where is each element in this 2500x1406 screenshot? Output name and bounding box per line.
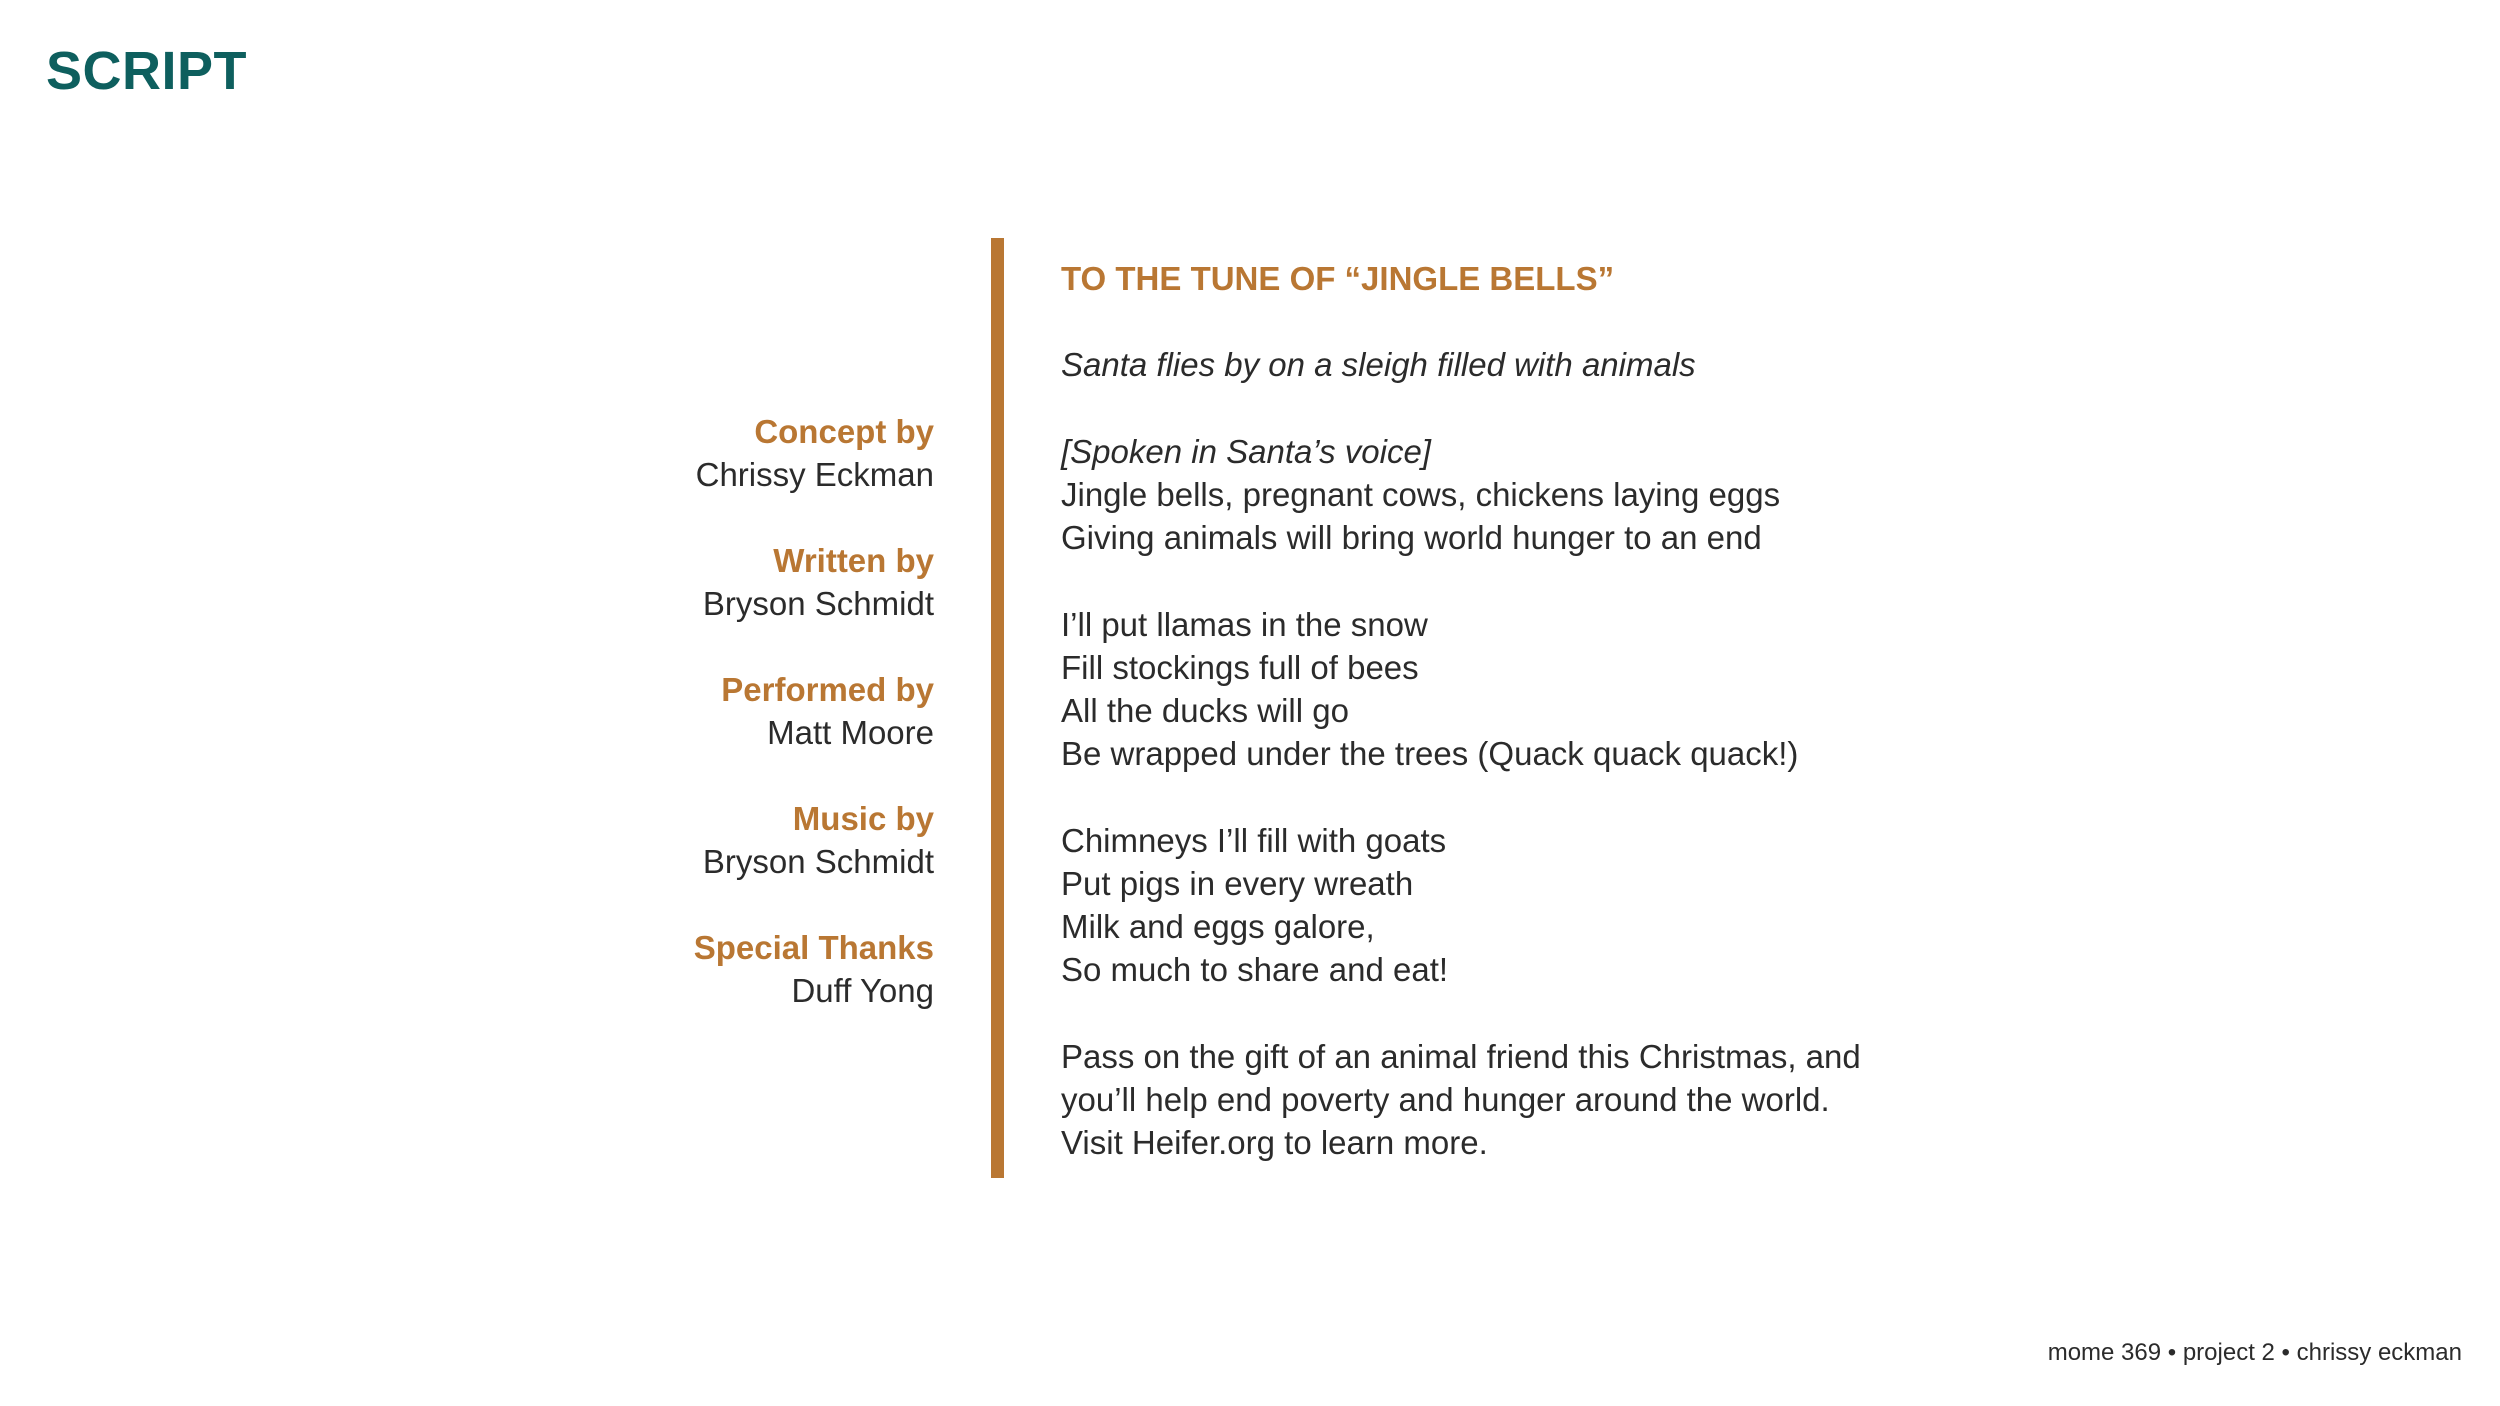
script-body: [1061, 257, 2261, 1164]
script-heading: TO THE TUNE OF “JINGLE BELLS”: [1061, 260, 1615, 297]
credit-name: Bryson Schmidt: [702, 585, 934, 622]
credit-music: [434, 797, 934, 883]
voice-direction: [Spoken in Santa’s voice]: [1061, 432, 1431, 470]
credit-name: Duff Yong: [791, 972, 934, 1009]
credit-performed: [434, 668, 934, 754]
credit-name: Bryson Schmidt: [702, 843, 934, 880]
closing-line: Pass on the gift of an animal friend this Christmas, and: [1061, 1037, 1861, 1075]
footer-credit: mome 369 • project 2 • chrissy eckman: [2047, 1339, 2462, 1366]
blank-line: [1061, 387, 2261, 430]
vertical-divider: [991, 238, 1004, 1178]
lyric-line: Be wrapped under the trees (Quack quack quack!): [1061, 735, 1799, 773]
blank-line: [1061, 991, 2261, 1034]
lyric-line: Milk and eggs galore,: [1061, 907, 1375, 945]
credit-written: [434, 539, 934, 625]
closing-line: Visit Heifer.org to learn more.: [1061, 1123, 1488, 1161]
credit-name: Matt Moore: [767, 714, 934, 751]
page-title: SCRIPT: [46, 41, 248, 101]
credit-role: Concept by: [754, 413, 934, 450]
credit-role: Performed by: [721, 671, 934, 708]
blank-line: [1061, 775, 2261, 818]
credit-role: Special Thanks: [693, 929, 934, 966]
lyric-line: I’ll put llamas in the snow: [1061, 605, 1428, 643]
lyric-line: All the ducks will go: [1061, 691, 1349, 729]
credits-column: [434, 410, 934, 1055]
lyric-line: Fill stockings full of bees: [1061, 648, 1419, 686]
lyric-line: Jingle bells, pregnant cows, chickens laying eggs: [1061, 475, 1781, 513]
scene-direction: Santa flies by on a sleigh filled with animals: [1061, 346, 1696, 384]
closing-line: you’ll help end poverty and hunger around the world.: [1061, 1080, 1830, 1118]
credit-name: Chrissy Eckman: [695, 456, 934, 493]
credit-role: Music by: [792, 800, 934, 837]
credit-special-thanks: [434, 926, 934, 1012]
blank-line: [1061, 300, 2261, 343]
blank-line: [1061, 559, 2261, 602]
credit-role: Written by: [773, 542, 934, 579]
credit-concept: [434, 410, 934, 496]
lyric-line: So much to share and eat!: [1061, 951, 1449, 989]
lyric-line: Chimneys I’ll fill with goats: [1061, 821, 1447, 859]
lyric-line: Put pigs in every wreath: [1061, 864, 1414, 902]
lyric-line: Giving animals will bring world hunger to an end: [1061, 519, 1762, 557]
